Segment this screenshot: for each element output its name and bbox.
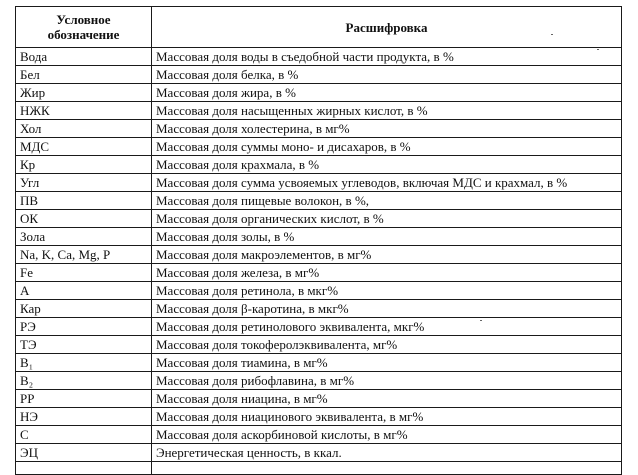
table-row	[16, 282, 622, 300]
header-symbol: Условное обозначение	[16, 7, 152, 48]
meaning-cell: Массовая доля пищевые волокон, в %,	[152, 192, 622, 210]
symbol-cell: Кр	[16, 156, 152, 174]
meaning-cell: Массовая доля токоферолэквивалента, мг%	[152, 336, 622, 354]
symbol-cell: Угл	[16, 174, 152, 192]
table-row-partial	[16, 462, 622, 475]
symbol-cell: ЭЦ	[16, 444, 152, 462]
meaning-cell: Массовая доля крахмала, в %	[152, 156, 622, 174]
meaning-cell: Массовая доля ретинолового эквивалента, мкг%	[152, 318, 622, 336]
symbol-cell: B₁	[16, 354, 152, 372]
symbol-cell: PP	[16, 390, 152, 408]
table-row	[16, 246, 622, 264]
scan-speck	[551, 34, 553, 35]
meaning-cell: Массовая доля жира, в %	[152, 84, 622, 102]
table-row	[16, 210, 622, 228]
symbol-cell: ТЭ	[16, 336, 152, 354]
meaning-cell: Энергетическая ценность, в ккал.	[152, 444, 622, 462]
meaning-cell: Массовая доля ниацина, в мг%	[152, 390, 622, 408]
meaning-cell: Массовая доля органических кислот, в %	[152, 210, 622, 228]
table-row	[16, 192, 622, 210]
symbol-cell: C	[16, 426, 152, 444]
symbol-cell: НЖК	[16, 102, 152, 120]
table-row	[16, 390, 622, 408]
meaning-cell: Массовая доля воды в съедобной части продукта, в %	[152, 48, 622, 66]
symbol-cell-empty	[16, 462, 152, 475]
symbol-cell: Na, K, Ca, Mg, P	[16, 246, 152, 264]
meaning-cell: Массовая доля сумма усвояемых углеводов, включая МДС и крахмал, в %	[152, 174, 622, 192]
symbol-cell: A	[16, 282, 152, 300]
table-row	[16, 354, 622, 372]
scan-speck	[480, 320, 482, 321]
meaning-cell: Массовая доля рибофлавина, в мг%	[152, 372, 622, 390]
symbol-cell: Вода	[16, 48, 152, 66]
table-row	[16, 120, 622, 138]
table-row	[16, 336, 622, 354]
table-row	[16, 48, 622, 66]
table-row	[16, 264, 622, 282]
symbol-cell: Жир	[16, 84, 152, 102]
meaning-cell-empty	[152, 462, 622, 475]
table-row	[16, 174, 622, 192]
meaning-cell: Массовая доля β-каротина, в мкг%	[152, 300, 622, 318]
table-row	[16, 66, 622, 84]
table-header-row	[16, 7, 622, 48]
symbol-cell: Бел	[16, 66, 152, 84]
meaning-cell: Массовая доля холестерина, в мг%	[152, 120, 622, 138]
abbreviation-table	[15, 6, 622, 475]
table-body	[16, 48, 622, 475]
table-row	[16, 372, 622, 390]
table-row	[16, 318, 622, 336]
symbol-cell: ОК	[16, 210, 152, 228]
meaning-cell: Массовая доля тиамина, в мг%	[152, 354, 622, 372]
table-row	[16, 156, 622, 174]
meaning-cell: Массовая доля аскорбиновой кислоты, в мг%	[152, 426, 622, 444]
meaning-cell: Массовая доля железа, в мг%	[152, 264, 622, 282]
table-row	[16, 408, 622, 426]
symbol-cell: МДС	[16, 138, 152, 156]
meaning-cell: Массовая доля насыщенных жирных кислот, в %	[152, 102, 622, 120]
header-meaning: Расшифровка	[152, 7, 622, 48]
symbol-cell: ПВ	[16, 192, 152, 210]
table-row	[16, 84, 622, 102]
table-row	[16, 300, 622, 318]
symbol-cell: B₂	[16, 372, 152, 390]
meaning-cell: Массовая доля ниацинового эквивалента, в мг%	[152, 408, 622, 426]
meaning-cell: Массовая доля ретинола, в мкг%	[152, 282, 622, 300]
table-row	[16, 426, 622, 444]
symbol-cell: НЭ	[16, 408, 152, 426]
scan-speck	[597, 49, 599, 50]
table-row	[16, 444, 622, 462]
meaning-cell: Массовая доля суммы моно- и дисахаров, в %	[152, 138, 622, 156]
meaning-cell: Массовая доля белка, в %	[152, 66, 622, 84]
symbol-cell: Кар	[16, 300, 152, 318]
table-row	[16, 228, 622, 246]
symbol-cell: Хол	[16, 120, 152, 138]
meaning-cell: Массовая доля золы, в %	[152, 228, 622, 246]
meaning-cell: Массовая доля макроэлементов, в мг%	[152, 246, 622, 264]
table-row	[16, 102, 622, 120]
table-row	[16, 138, 622, 156]
symbol-cell: Зола	[16, 228, 152, 246]
symbol-cell: РЭ	[16, 318, 152, 336]
symbol-cell: Fe	[16, 264, 152, 282]
